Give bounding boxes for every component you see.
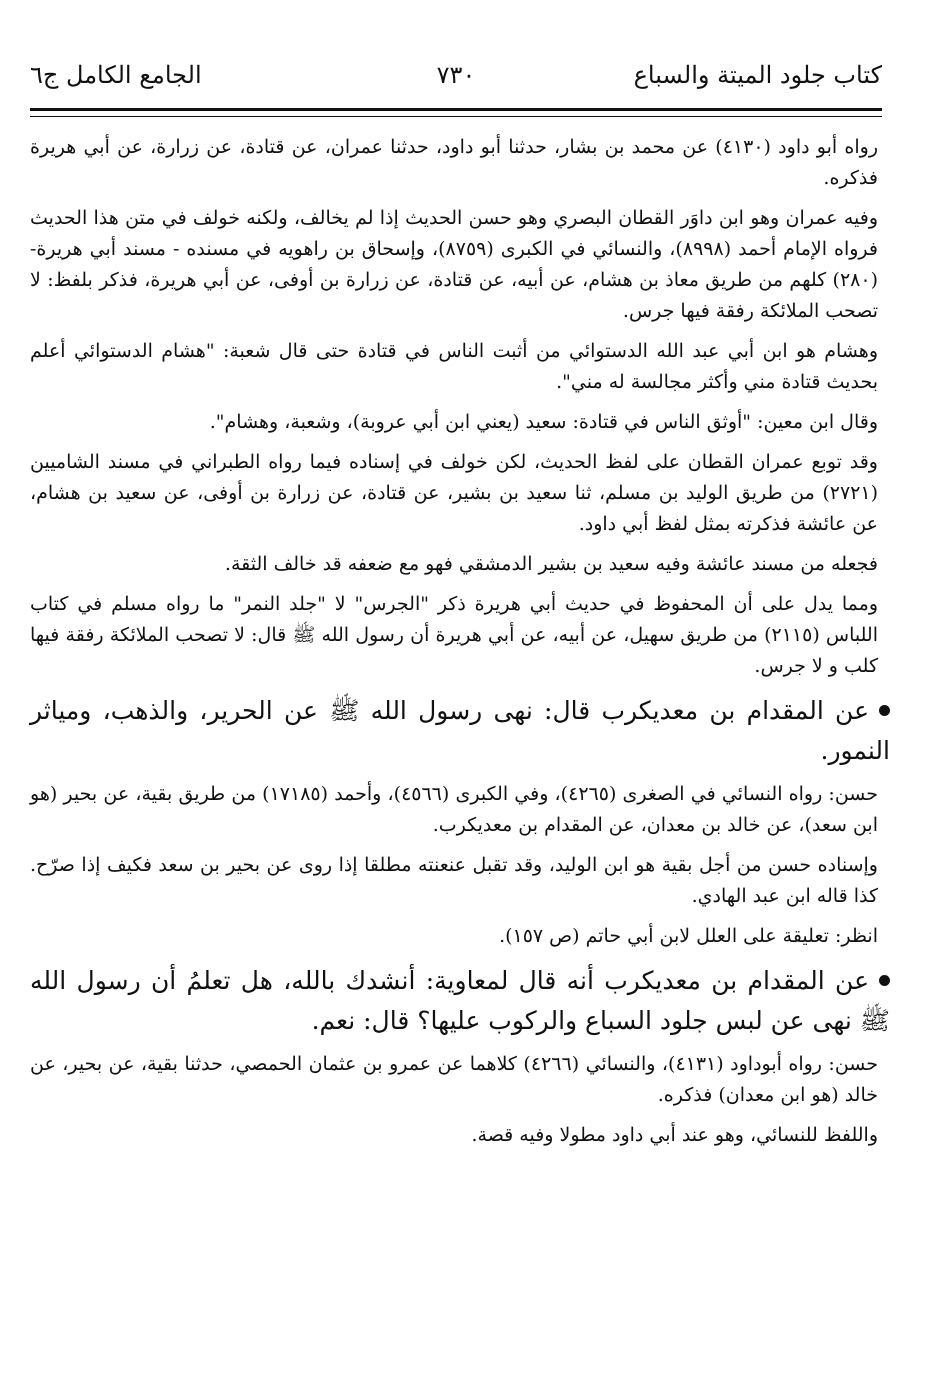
commentary-paragraph bbox=[30, 447, 890, 540]
page-body bbox=[30, 132, 890, 1160]
page-number: ٧٣٠ bbox=[436, 61, 476, 89]
book-title: الجامع الكامل ج٦ bbox=[30, 61, 202, 89]
paragraph-text: عن المقدام بن معديكرب قال: نهى رسول الله ﷺ عن الحرير، والذهب، ومياثر النمور. bbox=[30, 696, 890, 765]
commentary-paragraph bbox=[30, 407, 890, 438]
chapter-title: كتاب جلود الميتة والسباع bbox=[633, 61, 882, 89]
paragraph-text: انظر: تعليقة على العلل لابن أبي حاتم (ص ١٥٧). bbox=[499, 925, 878, 947]
paragraph-text: وإسناده حسن من أجل بقية هو ابن الوليد، وقد تقبل عنعنته مطلقا إذا روى عن بحير بن سعد فكيف إذا صرّح. كذا قاله ابن عبد الهادي. bbox=[30, 854, 878, 907]
commentary-paragraph bbox=[30, 589, 890, 682]
header-rule-thin bbox=[30, 116, 882, 117]
paragraph-text: وهشام هو ابن أبي عبد الله الدستوائي من أثبت الناس في قتادة حتى قال شعبة: "هشام الدستوائي أعلم بحديث قتادة مني وأكثر مجالسة له مني". bbox=[30, 340, 878, 393]
hadith-text bbox=[30, 691, 890, 771]
paragraph-text: وقد توبع عمران القطان على لفظ الحديث، لكن خولف في إسناده فيما رواه الطبراني في مسند الشاميين (٢٧٢١) من طريق الوليد بن مسلم، ثنا سعيد بن بشير، عن قتادة، عن زرارة بن أوفى، عن سعيد بن هشام، عن عائشة فذكرته بمثل لفظ أبي داود. bbox=[30, 451, 878, 535]
paragraph-text: وقال ابن معين: "أوثق الناس في قتادة: سعيد (يعني ابن أبي عروبة)، وشعبة، وهشام". bbox=[209, 411, 878, 433]
takhrij-paragraph bbox=[30, 132, 890, 194]
paragraph-text: حسن: رواه النسائي في الصغرى (٤٢٦٥)، وفي الكبرى (٤٥٦٦)، وأحمد (١٧١٨٥) من طريق بقية، عن بحير (هو ابن سعد)، عن خالد بن معدان، عن المقدام بن معديكرب. bbox=[30, 783, 878, 836]
paragraph-text: واللفظ للنسائي، وهو عند أبي داود مطولا وفيه قصة. bbox=[471, 1124, 878, 1146]
commentary-paragraph bbox=[30, 850, 890, 912]
commentary-paragraph bbox=[30, 336, 890, 398]
paragraph-text: حسن: رواه أبوداود (٤١٣١)، والنسائي (٤٢٦٦) كلاهما عن عمرو بن عثمان الحمصي، حدثنا بقية، عن بحير، عن خالد (هو ابن معدان) فذكره. bbox=[30, 1053, 878, 1106]
paragraph-text: عن المقدام بن معديكرب أنه قال لمعاوية: أنشدك بالله، هل تعلمُ أن رسول الله ﷺ نهى عن لبس جلود السباع والركوب عليها؟ قال: نعم. bbox=[30, 966, 890, 1035]
commentary-paragraph bbox=[30, 203, 890, 327]
paragraph-text: ومما يدل على أن المحفوظ في حديث أبي هريرة ذكر "الجرس" لا "جلد النمر" ما رواه مسلم في كتاب اللباس (٢١١٥) من طريق سهيل، عن أبيه، عن أبي هريرة أن رسول الله ﷺ قال: لا تصحب الملائكة رفقة فيها كلب و لا جرس. bbox=[30, 593, 879, 677]
header-rule-thick bbox=[30, 108, 882, 111]
bullet-icon bbox=[879, 975, 890, 986]
takhrij-paragraph bbox=[30, 779, 890, 841]
commentary-paragraph bbox=[30, 1120, 890, 1151]
paragraph-text: وفيه عمران وهو ابن داوَر القطان البصري وهو حسن الحديث إذا لم يخالف، ولكنه خولف في متن هذا الحديث فرواه الإمام أحمد (٨٩٩٨)، والنسائي في الكبرى (٨٧٥٩)، وإسحاق بن راهويه في مسنده - مسند أبي هريرة- (٢٨٠) كلهم من طريق معاذ بن هشام، عن أبيه، عن قتادة، عن زرارة بن أوفى، عن أبي هريرة، فذكر بلفظ: لا تصحب الملائكة رفقة فيها جرس. bbox=[30, 207, 878, 322]
paragraph-text: فجعله من مسند عائشة وفيه سعيد بن بشير الدمشقي فهو مع ضعفه قد خالف الثقة. bbox=[224, 553, 878, 575]
commentary-paragraph bbox=[30, 549, 890, 580]
takhrij-paragraph bbox=[30, 1049, 890, 1111]
reference-note bbox=[30, 921, 890, 952]
page-header bbox=[30, 58, 882, 114]
paragraph-text: رواه أبو داود (٤١٣٠) عن محمد بن بشار، حدثنا أبو داود، حدثنا عمران، عن قتادة، عن زرارة، عن أبي هريرة فذكره. bbox=[30, 136, 878, 189]
bullet-icon bbox=[879, 705, 890, 716]
hadith-text bbox=[30, 961, 890, 1041]
